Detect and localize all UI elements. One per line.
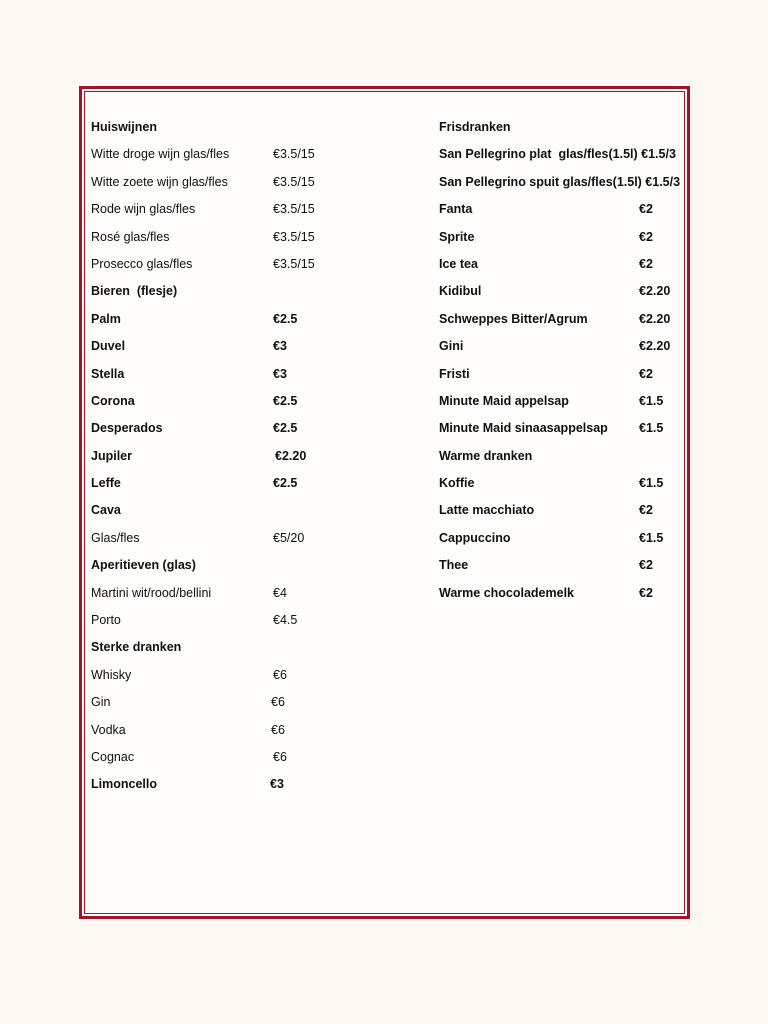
item-name: San Pellegrino spuit glas/fles(1.5l) €1.5/3 <box>439 174 681 189</box>
item-price: €2.20 <box>639 311 671 326</box>
item-name: Palm <box>91 311 121 326</box>
item-price: €2 <box>639 202 653 217</box>
item-name: Cappuccino <box>439 530 511 545</box>
item-price: €1.5 <box>639 476 664 491</box>
item-price: €3 <box>270 777 284 792</box>
item-price: €1.5 <box>639 530 664 545</box>
item-name: Witte droge wijn glas/fles <box>91 147 230 162</box>
item-price: €3 <box>273 339 287 354</box>
item-price: €2.5 <box>273 393 298 408</box>
item-price: €2.5 <box>273 476 298 491</box>
item-price: €2.20 <box>639 339 671 354</box>
item-price: €3.5/15 <box>273 174 315 189</box>
item-price: €1.5 <box>639 393 664 408</box>
item-name: Minute Maid appelsap <box>439 393 569 408</box>
item-name: Glas/fles <box>91 530 140 545</box>
item-name: Kidibul <box>439 284 482 299</box>
item-name: Cognac <box>91 749 135 764</box>
item-price: €3.5/15 <box>273 229 315 244</box>
item-price: €6 <box>273 667 287 682</box>
heading-label: Frisdranken <box>439 120 511 134</box>
item-price: €2 <box>639 558 653 573</box>
item-name: Porto <box>91 613 121 628</box>
item-name: Fristi <box>439 366 470 381</box>
item-name: Warme chocolademelk <box>439 585 575 600</box>
item-price: €3.5/15 <box>273 147 315 162</box>
item-price: €6 <box>273 749 287 764</box>
item-price: €2 <box>639 229 653 244</box>
item-price: €4 <box>273 585 287 600</box>
item-price: €3.5/15 <box>273 202 315 217</box>
item-price: €3 <box>273 366 287 381</box>
item-price: €1.5 <box>639 421 664 436</box>
item-name: Duvel <box>91 339 126 354</box>
item-price: €2.5 <box>273 421 298 436</box>
item-price: €6 <box>271 695 285 710</box>
item-name: Limoncello <box>91 777 157 792</box>
item-name: Corona <box>91 393 135 408</box>
item-price: €2.5 <box>273 311 298 326</box>
item-name: Jupiler <box>91 448 132 463</box>
heading-label: Bieren (flesje) <box>91 284 178 299</box>
item-name: Leffe <box>91 476 121 491</box>
heading-label: Sterke dranken <box>91 640 182 655</box>
item-name: Ice tea <box>439 256 478 271</box>
item-name: Vodka <box>91 722 126 737</box>
item-price: €2 <box>639 366 653 381</box>
item-name: Whisky <box>91 667 132 682</box>
item-name: Koffie <box>439 476 475 491</box>
item-name: Stella <box>91 366 125 381</box>
item-name: Sprite <box>439 229 475 244</box>
item-name: Latte macchiato <box>439 503 535 518</box>
item-name: Rosé glas/fles <box>91 229 170 244</box>
item-name: Minute Maid sinaasappelsap <box>439 421 608 436</box>
item-price: €4.5 <box>273 613 298 628</box>
item-name: Gin <box>91 695 111 710</box>
item-name: Rode wijn glas/fles <box>91 202 196 217</box>
item-price: €2 <box>639 503 653 518</box>
item-price: €3.5/15 <box>273 256 315 271</box>
item-name: Thee <box>439 558 469 573</box>
item-name: Witte zoete wijn glas/fles <box>91 174 228 189</box>
heading-label: Warme dranken <box>439 448 533 463</box>
item-price: €2 <box>639 256 653 271</box>
item-name: San Pellegrino plat glas/fles(1.5l) €1.5/3 <box>439 147 676 162</box>
item-price: €2.20 <box>639 284 671 299</box>
item-price: €6 <box>271 722 285 737</box>
heading-label: Cava <box>91 503 121 518</box>
item-name: Gini <box>439 339 464 354</box>
item-price: €2.20 <box>275 448 307 463</box>
item-name: Prosecco glas/fles <box>91 256 193 271</box>
item-price: €5/20 <box>273 530 305 545</box>
item-name: Fanta <box>439 202 473 217</box>
item-name: Desperados <box>91 421 163 436</box>
item-price: €2 <box>639 585 653 600</box>
item-name: Martini wit/rood/bellini <box>91 585 212 600</box>
item-name: Schweppes Bitter/Agrum <box>439 311 588 326</box>
heading-label: Aperitieven (glas) <box>91 558 196 573</box>
heading-label: Huiswijnen <box>91 120 157 134</box>
